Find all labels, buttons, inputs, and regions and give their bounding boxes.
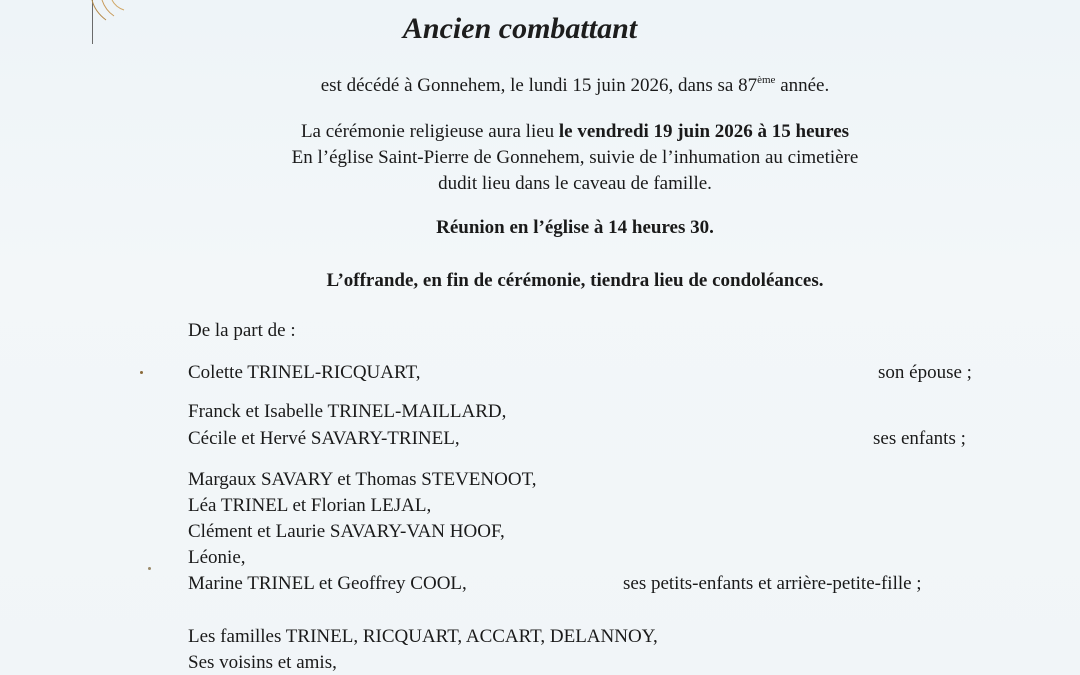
ceremony-prefix: La cérémonie religieuse aura lieu <box>300 121 559 142</box>
death-line-suffix: année. <box>775 75 830 96</box>
child-name: Franck et Isabelle TRINEL-MAILLARD, <box>188 401 507 422</box>
grandchild-name: Léa TRINEL et Florian LEJAL, <box>188 495 432 516</box>
death-announcement <box>0 74 1080 97</box>
deceased-subtitle: Ancien combattant <box>402 12 638 45</box>
meeting-text: Réunion en l’église à 14 heures 30. <box>436 217 714 238</box>
grandchild-name: Marine TRINEL et Geoffrey COOL, <box>188 573 467 594</box>
neighbours-friends: Ses voisins et amis, <box>188 652 337 673</box>
meeting-time <box>0 217 1080 239</box>
ordinal-suffix: ème <box>757 74 776 86</box>
children-role: ses enfants ; <box>873 428 966 449</box>
extended-families: Les familles TRINEL, RICQUART, ACCART, DELANNOY, <box>188 626 658 647</box>
offering-text: L’offrande, en fin de cérémonie, tiendra lieu de condoléances. <box>326 270 824 291</box>
paper-speck <box>148 567 151 570</box>
ceremony-date: le vendredi 19 juin 2026 à 15 heures <box>558 121 850 142</box>
grandchild-name: Margaux SAVARY et Thomas STEVENOOT, <box>188 469 537 490</box>
ceremony-line-3: dudit lieu dans le caveau de famille. <box>438 173 712 194</box>
death-line-prefix: est décédé à Gonnehem, le lundi 15 juin 2026, dans sa 87 <box>320 75 758 96</box>
grandchild-name: Léonie, <box>188 547 246 568</box>
offering-note <box>0 270 1080 292</box>
spouse-role: son épouse ; <box>878 362 972 383</box>
spouse-name: Colette TRINEL-RICQUART, <box>188 362 421 383</box>
paper-speck <box>140 371 143 374</box>
grandchildren-role: ses petits-enfants et arrière-petite-fille ; <box>623 573 922 594</box>
ceremony-line-2: En l’église Saint-Pierre de Gonnehem, suivie de l’inhumation au cimetière <box>291 147 859 168</box>
child-name: Cécile et Hervé SAVARY-TRINEL, <box>188 428 460 449</box>
grandchild-name: Clément et Laurie SAVARY-VAN HOOF, <box>188 521 505 542</box>
ceremony-line-1 <box>0 121 1080 143</box>
family-intro: De la part de : <box>188 320 296 341</box>
